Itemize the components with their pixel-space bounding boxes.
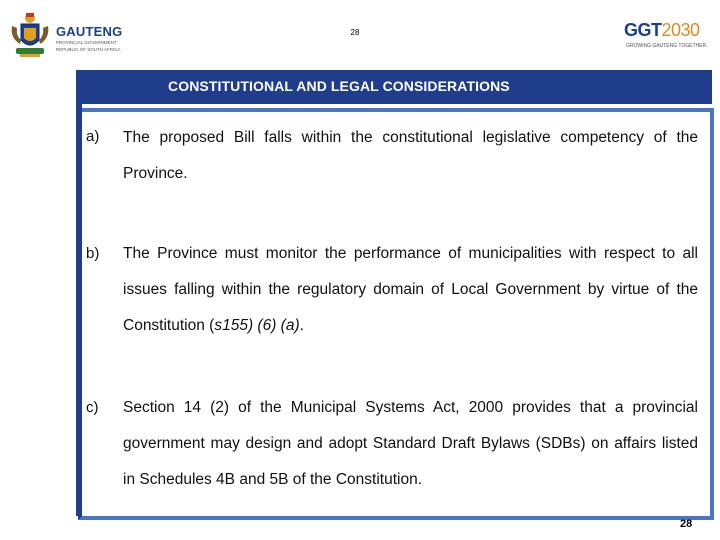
item-c-text: Section 14 (2) of the Municipal Systems Act, 2000 provides that a provincial government may design and adopt Standard Draft Bylaws (SDBs) on affairs listed in Schedules 4B and 5B of the Constitution.: [123, 399, 698, 488]
ggt-logo-year: 2030: [661, 20, 700, 40]
item-a-marker: a): [86, 128, 100, 145]
item-b-text: [123, 236, 698, 344]
ggt-logo-main: GGT: [624, 20, 662, 40]
gauteng-logo: [8, 10, 123, 58]
header-page-number: 28: [350, 28, 360, 37]
title-bar: [76, 70, 712, 104]
ggt-logo-tagline: GROWING GAUTENG TOGETHER: [626, 43, 707, 49]
coat-of-arms-icon: [8, 10, 52, 58]
footer-page-number: 28: [680, 518, 693, 530]
slide-title: CONSTITUTIONAL AND LEGAL CONSIDERATIONS: [168, 78, 510, 94]
gauteng-logo-name: GAUTENG: [56, 24, 123, 39]
item-c-marker: c): [86, 399, 99, 416]
ggt2030-logo-wordmark: [624, 20, 700, 41]
item-b-text-before: The Province must monitor the performance of municipalities with respect to all issues falling within the regulatory domain of Local Government by virtue of the Constitution (: [123, 245, 698, 334]
ggt2030-logo: [624, 20, 714, 56]
gauteng-logo-sub1: PROVINCIAL GOVERNMENT: [56, 40, 117, 45]
frame-left-strip: [76, 104, 82, 516]
item-b-text-after: .: [299, 317, 304, 334]
item-b-marker: b): [86, 245, 100, 262]
gauteng-logo-sub2: REPUBLIC OF SOUTH AFRICA: [56, 47, 121, 52]
item-b-text-italic: s155) (6) (a): [214, 317, 300, 334]
item-a-text: The proposed Bill falls within the constitutional legislative competency of the Province.: [123, 129, 698, 182]
